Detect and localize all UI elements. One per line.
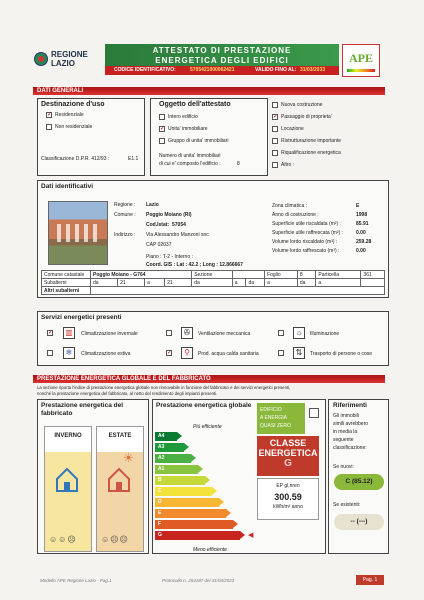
residenziale-checkbox[interactable]: ✓ [47,112,53,118]
ape-logo-text: APE [349,51,373,65]
particella-value: 361 [361,271,385,279]
nzeb-checkbox[interactable] [309,408,319,418]
rif-text-2: simili avrebbero [333,421,369,427]
anno-value: 1998 [356,212,368,218]
catasto-table [41,270,385,295]
se-esistenti-label: Se esistenti: [333,502,361,508]
se-esistenti-badge [334,514,384,530]
nzeb-box [257,403,305,434]
gruppo-unita-label: Gruppo di unita' immobiliari [168,138,229,144]
intero-edificio-label: Intero edificio [168,114,198,120]
title-banner [105,44,339,66]
prestazione-bar: PRESTAZIONE ENERGETICA GLOBALE E DEL FABBRICATO [33,375,385,383]
codistat-value: 57054 [172,222,186,228]
sup-risc-label: Superficie utile riscaldata (m²) : [272,221,341,227]
ristrutturazione-checkbox[interactable] [272,138,278,144]
rif-text-5: classificazione: [333,445,367,451]
vol-risc-label: Volume lordo riscaldato (m³) : [272,239,338,245]
estiva-checkbox[interactable] [47,350,53,356]
sezione-label: Sezione [192,271,233,279]
acqua-label: Prod. acqua calda sanitaria [198,351,259,357]
locazione-checkbox[interactable] [272,126,278,132]
altri-subalterni-label: Altri subalterni [42,287,91,295]
vol-raff-label: Volume lordo raffrescato (m³) : [272,248,340,254]
motivazione-list [270,100,388,174]
elevator-icon: ⇅ [293,347,305,359]
ep-unit: kWh/m² anno [273,504,303,510]
smiley-icons-2: ☺☹☹ [101,535,129,544]
radiator-icon: ▥ [63,327,75,339]
sub-a-label: a [145,279,165,287]
piano-value: Piano : T-2 - Interno : [146,254,193,260]
nzeb-line-3: QUASI ZERO [260,423,291,429]
code-value: 5705421000062421 [190,67,235,73]
riqualificazione-checkbox[interactable] [272,150,278,156]
se-nuovi-label: Se nuovi: [333,464,354,470]
inverno-label: INVERNO [54,433,82,439]
passaggio-checkbox[interactable]: ✓ [273,114,279,120]
title-line-2: ENERGETICA DEGLI EDIFICI [155,56,289,65]
oggetto-box [150,98,268,176]
classe-value: G [284,458,292,469]
non-residenziale-checkbox[interactable] [46,124,52,130]
nzeb-line-2: A ENERGIA [260,415,287,421]
numero-unita-value: 8 [237,161,240,167]
globale-box [152,399,326,554]
regione-label: Regione : [114,202,136,208]
anno-label: Anno di costruzione : [272,212,319,218]
trasporto-label: Trasporto di persone o cose [310,351,373,357]
lightbulb-icon: ☼ [293,327,305,339]
invernale-label: Climatizzazione invernale [81,331,138,337]
code-label: CODICE IDENTIFICATIVO: [114,67,176,73]
footer-page: Pag. 1 [356,575,384,585]
region-emblem-icon [34,52,48,66]
sub-da-value: 21 [118,279,145,287]
sup-raff-label: Superficie utile raffrescata (m²) : [272,230,344,236]
energy-class-a3: A3 [155,443,184,452]
fabbricato-title-2: fabbricato [41,410,73,417]
codistat-label: Cod.Istat: [146,222,170,228]
piu-efficiente-label: Più efficiente [193,424,222,430]
energy-class-a2: A2 [155,454,191,463]
classe-label-2: ENERGETICA [258,448,318,458]
classificazione-label: Classificazione D.P.R. 412/93 : [41,156,110,162]
ristrutturazione-label: Ristrutturazione importante [281,138,342,144]
sub-da-label: da [91,279,118,287]
estate-panel [96,426,144,552]
ventilazione-label: Ventilazione meccanica [198,331,251,337]
se-esistenti-value: -- (---) [350,518,368,525]
nuova-costruzione-checkbox[interactable] [272,102,278,108]
energy-class-e: E [155,509,226,518]
coord-value: Coord. GIS : Lat : 42.2 ; Long : 12.866667 [146,262,243,268]
sub-empty [361,279,385,287]
passaggio-label: Passaggio di proprieta' [281,114,332,120]
footer-center: Protocollo n. 254187 del 31/03/2023 [162,578,235,583]
energy-class-b: B [155,476,205,485]
fan-icon: ✇ [181,327,193,339]
gruppo-unita-checkbox[interactable] [159,138,165,144]
ape-logo [342,44,380,77]
sub-a-label-2: a [232,279,246,287]
riferimenti-title: Riferimenti [333,402,367,409]
region-logo [34,48,104,74]
air-conditioner-icon: ❄ [63,347,75,359]
code-strip [105,66,339,75]
comune-label: Comune : [114,212,136,218]
sub-a-value: 21 [165,279,192,287]
destinazione-box [37,98,145,176]
faucet-icon: ⚲ [181,347,193,359]
house-winter-icon [55,467,79,493]
intero-edificio-checkbox[interactable] [159,114,165,120]
se-nuovi-value: C (85.12) [345,478,373,485]
footer-left: Modello APE Regione Lazio - Pag.1 [40,578,112,583]
cap-value: CAP 02037 [146,242,172,248]
inverno-panel [44,426,92,552]
vol-raff-value: 0.00 [356,248,366,254]
estiva-label: Climatizzazione estiva [81,351,131,357]
rif-text-3: in media la [333,429,358,435]
sup-risc-value: 85.91 [356,221,369,227]
sezione-value [232,271,264,279]
sub-da-label-3: da [246,279,265,287]
region-logo-text: REGIONE LAZIO [51,50,88,68]
subalterni-label: Subalterni [42,279,91,287]
acqua-checkbox[interactable]: ✓ [167,350,173,356]
building-windows [57,224,97,242]
se-nuovi-badge [334,474,384,490]
altro-label: Altro : [281,162,295,168]
house-summer-icon [107,467,131,493]
nuova-costruzione-label: Nuova costruzione [281,102,323,108]
regione-value: Lazio [146,202,159,208]
ep-value: 300.59 [274,492,302,502]
comune-value: Poggio Moiano (RI) [146,212,192,218]
energy-class-c: C [155,487,212,496]
fabbricato-box [37,399,149,554]
current-class-marker: ◀ [248,532,254,539]
oggetto-title: Oggetto dell'attestato [159,101,231,108]
globale-title: Prestazione energetica globale [156,402,252,409]
building-photo [48,201,108,265]
ep-box [257,478,319,520]
riferimenti-box [328,399,389,554]
riqualificazione-label: Riqualificazione energetica [281,150,341,156]
valid-label: VALIDO FINO AL: [255,67,297,73]
sub-da-label-4: da [297,279,316,287]
rif-text-1: Gli immobili [333,413,359,419]
illuminazione-label: Illuminazione [310,331,340,337]
ventilazione-checkbox[interactable] [166,330,172,336]
catasto-row-3 [42,287,385,295]
classe-box [257,436,319,476]
catasto-row-1 [42,271,385,279]
foglio-label: Foglio [265,271,298,279]
estate-label: ESTATE [108,433,132,439]
fabbricato-title-1: Prestazione energetica del [41,402,124,409]
rif-text-4: seguente [333,437,354,443]
prestazione-intro-2: nonché la prestazione energetica del fabbricato, al netto del rendimento degli impianti presenti. [37,391,218,396]
energy-class-scale [155,432,255,542]
servizi-box [37,311,389,366]
meno-efficiente-label: Meno efficiente [193,547,227,553]
energy-class-a1: A1 [155,465,198,474]
numero-unita-label-2: di cui e' composto l'edificio : [159,161,221,167]
destinazione-title: Destinazione d'uso [41,101,105,108]
illuminazione-checkbox[interactable] [278,330,284,336]
zona-value: E [356,203,360,209]
indirizzo-label: Indirizzo : [114,232,136,238]
smiley-icons: ☺☺☹ [49,535,77,544]
servizi-title: Servizi energetici presenti [41,314,122,321]
prestazione-intro-1: La sezione riporta l'indice di prestazione energetica globale non rinnovabile in funzione del fabbricato e dei servizi energetici presenti, [37,385,291,390]
classe-label-1: CLASSE [269,438,307,448]
comune-catastale-value: Poggio Moiano - G764 [91,271,192,279]
comune-catastale-label: Comune catastale [42,271,91,279]
particella-label: Particella [316,271,361,279]
locazione-label: Locazione [281,126,304,132]
ape-stripes-icon [347,69,375,72]
non-residenziale-label: Non residenziale [55,124,93,130]
sun-icon: ☀ [123,451,134,465]
unita-immobiliare-checkbox[interactable]: ✓ [160,126,166,132]
invernale-checkbox[interactable]: ✓ [48,330,54,336]
trasporto-checkbox[interactable] [278,350,284,356]
vol-risc-value: 259.28 [356,239,372,245]
identificativi-box [37,180,389,298]
altri-subalterni-value [91,287,385,295]
dati-generali-bar: DATI GENERALI [33,87,385,95]
energy-class-d: D [155,498,219,507]
foglio-value: 8 [297,271,316,279]
title-line-1: ATTESTATO DI PRESTAZIONE [152,46,292,55]
identificativi-title: Dati identificativi [41,183,94,190]
zona-label: Zona climatica : [272,203,308,209]
ep-label: EP gl,nren [276,483,300,489]
altro-checkbox[interactable] [272,162,278,168]
sub-da-label-2: da [192,279,233,287]
classificazione-value: E1.1 [128,156,139,162]
numero-unita-label-1: Numero di unita' immobiliari [159,153,221,159]
unita-immobiliare-label: Unita' immobiliare [168,126,208,132]
sub-a-label-3: a [265,279,298,287]
catasto-row-2 [42,279,385,287]
indirizzo-value: Via Alessandro Manzoni snc [146,232,209,238]
sup-raff-value: 0.00 [356,230,366,236]
nzeb-line-1: EDIFICIO [260,407,282,413]
energy-class-a4: A4 [155,432,177,441]
residenziale-label: Residenziale [55,112,84,118]
sub-a-label-4: a [316,279,361,287]
valid-value: 31/03/2033 [300,67,326,73]
energy-class-f: F [155,520,233,529]
energy-class-g: G [155,531,240,540]
